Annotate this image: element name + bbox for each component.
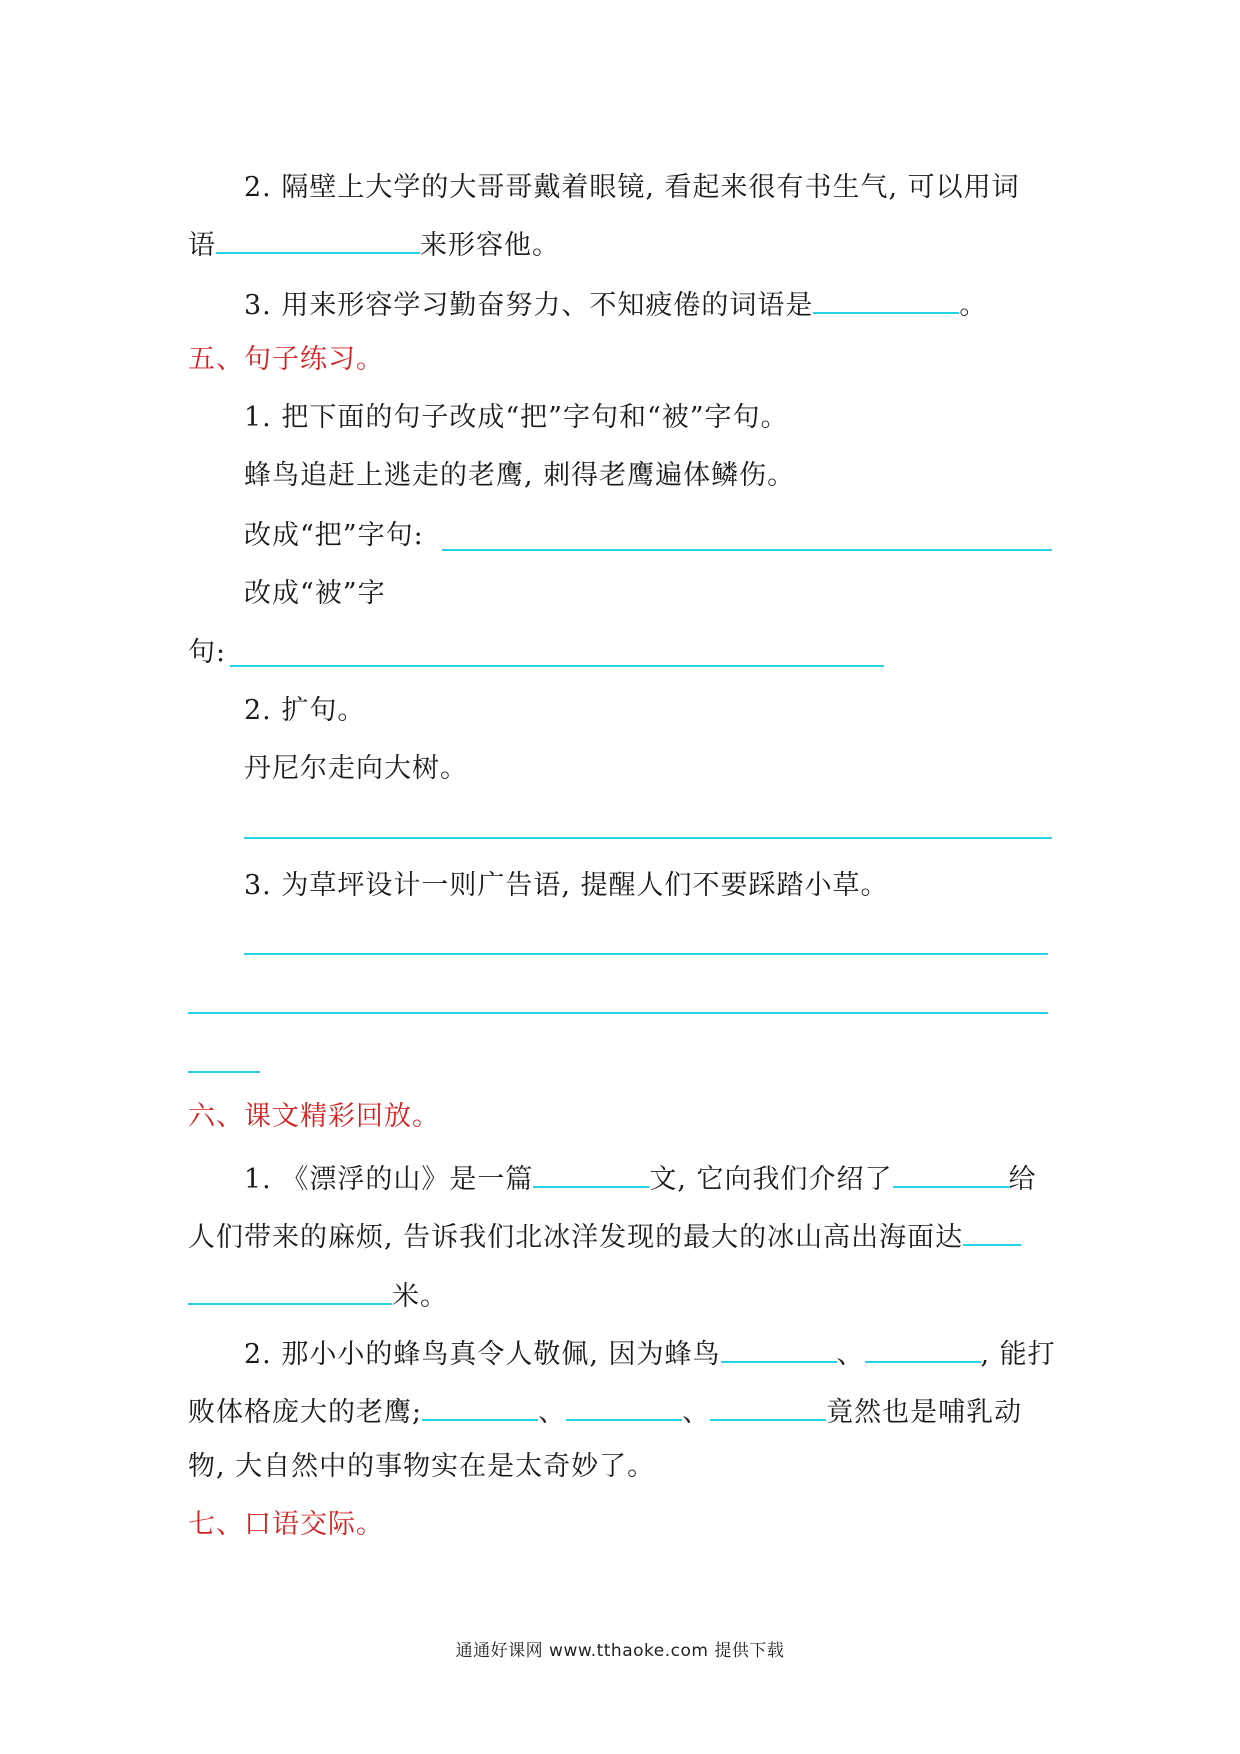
s5-q1-ba-label: 改成“把”字句: (244, 520, 424, 551)
bei-answer-line[interactable] (230, 665, 884, 667)
s6-q2-sep3: 、 (682, 1397, 711, 1428)
s4-q3-text: 3. 用来形容学习勤奋努力、不知疲倦的词语是 (244, 290, 814, 321)
answer-blank[interactable] (710, 1389, 826, 1421)
section7-heading: 七、口语交际。 (188, 1509, 384, 1540)
s6-q1-line1 (244, 1156, 1037, 1196)
s6-q1-line2-text: 人们带来的麻烦, 告诉我们北冰洋发现的最大的冰山高出海面达 (188, 1222, 964, 1253)
s6-q2-c: 竟然也是哺乳动 (826, 1397, 1023, 1428)
slogan-answer-line-2[interactable] (188, 1012, 1048, 1014)
s5-q1-bei-cont: 句: (188, 637, 227, 668)
s6-q1-c: 给 (1008, 1164, 1037, 1195)
section6-heading: 六、课文精彩回放。 (188, 1101, 440, 1132)
footer-credit: 通通好课网 www.tthaoke.com 提供下载 (455, 1641, 785, 1661)
expand-answer-line[interactable] (244, 837, 1052, 839)
s6-q1-a: 1. 《漂浮的山》是一篇 (244, 1164, 534, 1195)
s6-q2-line1 (244, 1331, 1056, 1371)
s6-q2-a: 2. 那小小的蜂鸟真令人敬佩, 因为蜂鸟 (244, 1339, 721, 1370)
s4-q2-post: 来形容他。 (420, 230, 560, 261)
answer-blank[interactable] (721, 1331, 837, 1363)
s4-q2-line1 (244, 168, 1020, 208)
s6-q2-sep2: 、 (538, 1397, 567, 1428)
slogan-answer-line-3[interactable] (188, 1071, 260, 1073)
ba-answer-line[interactable] (442, 549, 1052, 551)
s6-q1-line2 (188, 1214, 1021, 1254)
s4-q2-line2 (188, 222, 560, 262)
s6-q2-sep: 、 (836, 1339, 865, 1370)
answer-blank[interactable] (893, 1156, 1009, 1188)
slogan-answer-line-1[interactable] (244, 953, 1048, 955)
answer-blank[interactable] (865, 1331, 981, 1363)
s6-q2-line2-text: 败体格庞大的老鹰; (188, 1397, 423, 1428)
s4-q2-text: 2. 隔壁上大学的大哥哥戴着眼镜, 看起来很有书生气, 可以用词 (244, 172, 1020, 203)
s5-q1-ba-line (244, 516, 424, 556)
answer-blank[interactable] (566, 1389, 682, 1421)
s4-q3-line (244, 282, 987, 322)
section5-heading: 五、句子练习。 (188, 344, 384, 375)
s6-q2-b: , 能打 (980, 1339, 1056, 1370)
s6-q1-b: 文, 它向我们介绍了 (649, 1164, 893, 1195)
s5-q1-bei-label: 改成“被”字 (244, 578, 386, 609)
s4-q3-end: 。 (959, 290, 988, 321)
answer-blank[interactable] (422, 1389, 538, 1421)
answer-blank[interactable] (188, 1273, 392, 1305)
answer-blank[interactable] (216, 222, 420, 254)
answer-blank[interactable] (963, 1214, 1021, 1246)
s6-q2-line2 (188, 1389, 1022, 1429)
s5-q1-sentence: 蜂鸟追赶上逃走的老鹰, 刺得老鹰遍体鳞伤。 (244, 460, 796, 491)
s6-q1-end: 米。 (392, 1281, 448, 1312)
answer-blank[interactable] (813, 282, 959, 314)
s6-q1-line3 (188, 1273, 448, 1313)
s5-q3-text: 3. 为草坪设计一则广告语, 提醒人们不要踩踏小草。 (244, 870, 889, 901)
s6-q2-line3: 物, 大自然中的事物实在是太奇妙了。 (188, 1451, 656, 1482)
answer-blank[interactable] (533, 1156, 649, 1188)
s5-q2-sentence: 丹尼尔走向大树。 (244, 753, 468, 784)
s5-q1-text: 1. 把下面的句子改成“把”字句和“被”字句。 (244, 402, 789, 433)
s4-q2-pre: 语 (188, 230, 216, 261)
s5-q2-text: 2. 扩句。 (244, 695, 366, 726)
